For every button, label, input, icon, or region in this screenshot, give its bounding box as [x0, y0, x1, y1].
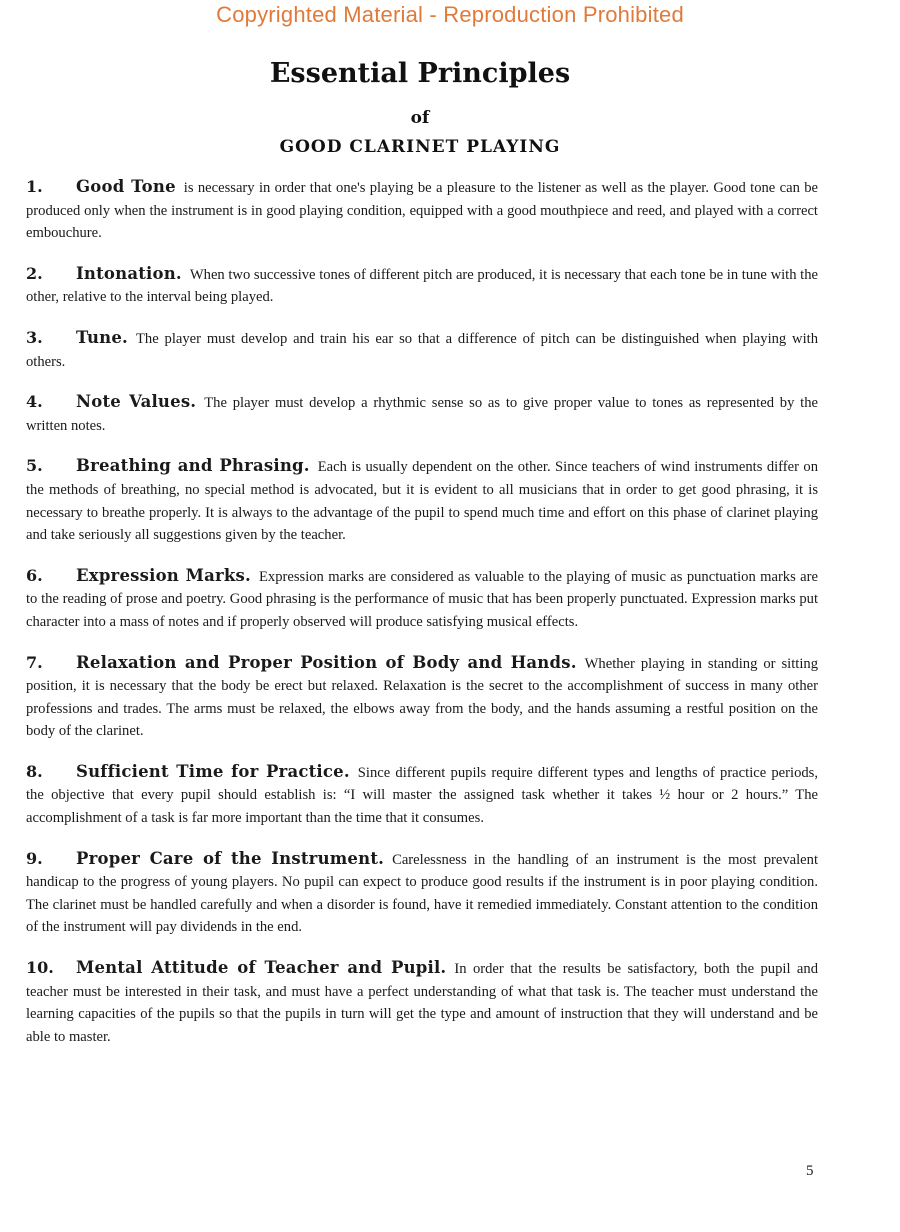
- principle-text: Carelessness in the handling of an instrument is the most prevalent handicap to the progress of young players. No pupil can expect to produce good results if the instrument is in poor playing condition. The clarinet must be handled carefully and when a disorder is found, have it remedied immediately. Constant attention to the condition of the instrument will pay dividends in the end.: [26, 851, 818, 936]
- principle-number: 6.: [26, 565, 43, 585]
- principle-number: 8.: [26, 761, 43, 781]
- principle-text: In order that the results be satisfactory, both the pupil and teacher must be interested in their task, and must have a perfect understanding of what that task is. The teacher must understand the learning capacities of the pupils so that the pupils in turn will get the type and amount of instruction that they will understand and be able to master.: [26, 961, 818, 1045]
- principle-5: [26, 455, 818, 546]
- principle-heading: Note Values.: [76, 392, 197, 412]
- principle-heading: Mental Attitude of Teacher and Pupil.: [76, 958, 447, 978]
- principles-list: [26, 176, 818, 1066]
- principle-number: 2.: [26, 263, 43, 283]
- principle-text: The player must develop and train his ear so that a difference of pitch can be distinguished when playing with others.: [26, 330, 818, 370]
- title-connector: of: [410, 108, 430, 128]
- principle-2: [26, 263, 818, 309]
- principle-heading: Good Tone: [76, 177, 176, 196]
- principle-number: 10.: [26, 958, 54, 978]
- principle-number: 1.: [26, 177, 43, 196]
- principle-7: [26, 652, 818, 743]
- principle-text: Each is usually dependent on the other. Since teachers of wind instruments differ on the methods of breathing, no special method is advocated, but it is evident to all musicians that in order to get good phrasing, it is necessary to breathe properly. It is always to the advantage of the pupil to spend much time and effort on this phase of clarinet playing and take seriously all suggestions given by the teacher.: [26, 459, 818, 544]
- principle-number: 3.: [26, 327, 43, 347]
- principle-heading: Breathing and Phrasing.: [76, 456, 310, 476]
- principle-heading: Sufficient Time for Practice.: [76, 761, 350, 781]
- principle-4: [26, 391, 818, 437]
- principle-text: is necessary in order that one's playing be a pleasure to the listener as well as the player. Good tone can be produced only when the instrument is in good playing condition, equipped with a good mouthpiece and reed, and played with a correct embouchure.: [26, 180, 818, 242]
- copyright-watermark: Copyrighted Material - Reproduction Prohibited: [216, 2, 684, 27]
- principle-3: [26, 327, 818, 373]
- principle-number: 9.: [26, 848, 43, 868]
- principle-heading: Proper Care of the Instrument.: [76, 848, 385, 868]
- principle-heading: Expression Marks.: [76, 565, 251, 585]
- principle-heading: Relaxation and Proper Position of Body and Hands.: [76, 652, 577, 672]
- principle-8: [26, 761, 818, 830]
- principle-heading: Tune.: [76, 327, 128, 347]
- page-title: Essential Principles: [269, 58, 571, 89]
- page-subtitle: GOOD CLARINET PLAYING: [279, 137, 561, 157]
- principle-text: The player must develop a rhythmic sense so as to give proper value to tones as represented by the written notes.: [26, 395, 818, 434]
- principle-text: Expression marks are considered as valuable to the playing of music as punctuation marks are to the reading of prose and poetry. Good phrasing is the performance of music that has been properly punctuated. Expression marks put character into a mass of notes and if properly observed will produce satisfying musical effects.: [26, 568, 818, 630]
- principle-heading: Intonation.: [76, 263, 182, 283]
- principle-number: 7.: [26, 652, 43, 672]
- principle-number: 4.: [26, 392, 43, 412]
- principle-6: [26, 565, 818, 634]
- principle-text: When two successive tones of different pitch are produced, it is necessary that each tone be in tune with the other, relative to the interval being played.: [26, 266, 818, 306]
- principle-10: [26, 957, 818, 1048]
- principle-text: Whether playing in standing or sitting position, it is necessary that the body be erect but relaxed. Relaxation is the secret to the accomplishment of success in many other professions and trades. The arms must be relaxed, the elbows away from the body, and the hands assuming a restful position on the body of the clarinet.: [26, 655, 818, 740]
- principle-number: 5.: [26, 456, 43, 476]
- principle-text: Since different pupils require different types and lengths of practice periods, the objective that every pupil should establish is: “I will master the assigned task whether it takes ½ hour or 2 hours.” The accomplishment of a task is far more important than the time that it consumes.: [26, 764, 818, 827]
- principle-9: [26, 848, 818, 939]
- principle-1: [26, 176, 818, 245]
- page-number: 5: [806, 1163, 814, 1179]
